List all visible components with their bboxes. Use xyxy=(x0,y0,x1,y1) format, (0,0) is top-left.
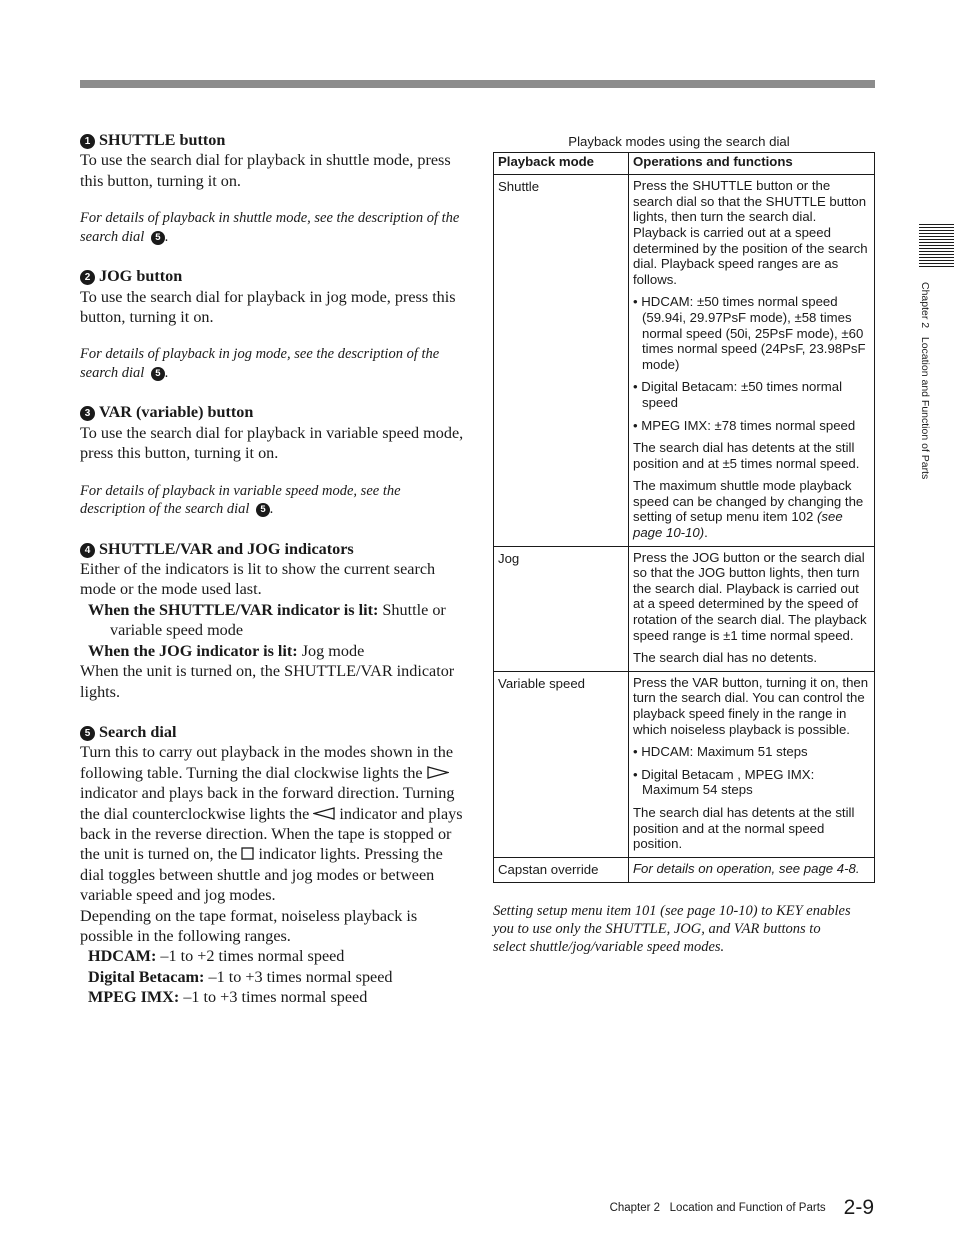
cell-paragraph xyxy=(633,478,871,540)
cell-text: The maximum shuttle mode playback speed can be changed by changing the setting of setup menu item 102 xyxy=(633,478,864,525)
mode-cell: Variable speed xyxy=(494,671,629,857)
section-body: To use the search dial for playback in variable speed mode, press this button, turning it on. xyxy=(80,423,464,463)
section-heading xyxy=(80,266,465,286)
mode-cell: Shuttle xyxy=(494,175,629,546)
page-footer xyxy=(610,1196,874,1220)
table-header-row xyxy=(494,152,875,175)
section-title: SHUTTLE/VAR and JOG indicators xyxy=(99,539,354,558)
operations-cell xyxy=(629,175,875,546)
section-shuttle-button xyxy=(80,130,465,246)
body-text: indicator and plays back in the reverse direction. When the tape is stopped or the unit is turned on, the xyxy=(80,804,463,864)
reference-badge: 5 xyxy=(256,503,270,517)
section-heading xyxy=(80,539,465,559)
section-title: SHUTTLE button xyxy=(99,131,226,149)
indicator-item-jog xyxy=(80,641,465,661)
item-label: When the SHUTTLE/VAR indicator is lit: xyxy=(88,600,379,619)
right-column xyxy=(493,134,875,956)
item-value: Jog mode xyxy=(297,641,365,660)
range-value: –1 to +3 times normal speed xyxy=(179,988,368,1007)
range-value: –1 to +3 times normal speed xyxy=(204,967,393,986)
cell-bullet: • MPEG IMX: ±78 times normal speed xyxy=(633,417,856,433)
cell-paragraph: The search dial has detents at the still position and at the normal speed position. xyxy=(633,804,855,852)
body-text: indicator and plays back in the forward direction. Turning the dial counterclockwise lights the xyxy=(80,784,455,823)
table-row-capstan-override xyxy=(494,857,875,883)
range-value: –1 to +2 times normal speed xyxy=(156,947,345,966)
range-mpeg-imx xyxy=(80,987,465,1007)
section-body: Depending on the tape format, noiseless playback is possible in the following ranges. xyxy=(80,906,418,945)
stop-square-icon xyxy=(241,847,254,860)
operations-cell xyxy=(629,671,875,857)
table-row-variable-speed xyxy=(494,671,875,857)
cell-bullet: • HDCAM: Maximum 51 steps xyxy=(633,744,808,760)
cell-text: . xyxy=(704,525,708,541)
mode-cell: Capstan override xyxy=(494,857,629,883)
operations-cell xyxy=(629,546,875,671)
number-badge: 4 xyxy=(80,543,95,558)
reference-badge: 5 xyxy=(151,231,165,245)
number-badge: 2 xyxy=(80,270,95,285)
section-var-button xyxy=(80,402,465,518)
setup-menu-note: Setting setup menu item 101 (see page 10-10) to KEY enables you to use only the SHUTTLE, JOG, and VAR buttons to select shuttle/jog/variable speed modes. xyxy=(493,903,851,956)
item-value: Shuttle or variable speed mode xyxy=(110,600,446,640)
cell-paragraph: The search dial has no detents. xyxy=(633,650,818,666)
footer-chapter-title: Chapter 2 Location and Function of Parts xyxy=(609,1202,826,1214)
cell-bullet: • Digital Betacam: ±50 times normal speed xyxy=(633,379,843,410)
section-indicators xyxy=(80,539,465,702)
cell-paragraph: For details on operation, see page 4-8. xyxy=(633,860,860,876)
page-number: 2-9 xyxy=(843,1196,874,1219)
page-reference: (see page 10-10) xyxy=(633,509,843,541)
section-after-text: When the unit is turned on, the SHUTTLE/VAR indicator lights. xyxy=(80,662,455,701)
range-label: Digital Betacam: xyxy=(88,967,205,986)
section-body: To use the search dial for playback in shuttle mode, press this button, turning it on. xyxy=(80,151,451,190)
body-text: indicator lights. Pressing the dial toggles between shuttle and jog modes or between variable speed and jog modes. xyxy=(80,845,443,905)
table-row-jog xyxy=(494,546,875,671)
range-label: MPEG IMX: xyxy=(88,988,180,1007)
section-note: For details of playback in variable speed mode, see the description of the search dial 5 . xyxy=(80,482,401,518)
section-note: For details of playback in jog mode, see the description of the search dial 5 . xyxy=(80,346,440,381)
reverse-triangle-icon xyxy=(313,807,335,820)
section-title: Search dial xyxy=(99,722,177,741)
number-badge: 3 xyxy=(80,406,95,421)
section-heading xyxy=(80,402,465,422)
indicator-item-shuttle-var xyxy=(80,600,465,641)
operations-cell xyxy=(629,857,875,883)
chapter-sidebar-label: Chapter 2 Location and Function of Parts xyxy=(919,282,931,480)
note-text: For details of playback in variable speed mode, see the description of the search dial xyxy=(80,482,401,518)
item-label: When the JOG indicator is lit: xyxy=(88,641,298,660)
mode-cell: Jog xyxy=(494,546,629,671)
section-body: To use the search dial for playback in jog mode, press this button, turning it on. xyxy=(80,287,456,327)
cell-paragraph: Press the JOG button or the search dial so that the JOG button lights, then turn the search dial. Playback is carried out at a speed determined by the speed of rotation of the search dial. The playback speed range is ±1 time normal speed. xyxy=(633,549,867,643)
column-header: Playback mode xyxy=(494,152,629,175)
range-digital-betacam xyxy=(80,967,465,987)
range-label: HDCAM: xyxy=(88,947,157,966)
table-row-shuttle xyxy=(494,175,875,546)
cell-bullet: • Digital Betacam , MPEG IMX: Maximum 54 steps xyxy=(633,766,815,798)
playback-modes-table xyxy=(493,152,875,884)
section-body: Either of the indicators is lit to show the current search mode or the mode used last. xyxy=(80,560,436,599)
cell-paragraph: The search dial has detents at the still position and at ±5 times normal speed. xyxy=(633,440,860,471)
section-title: VAR (variable) button xyxy=(99,403,254,422)
section-body xyxy=(80,742,465,905)
note-text: For details of playback in jog mode, see the description of the search dial xyxy=(80,346,440,381)
section-note: For details of playback in shuttle mode, see the description of the search dial 5 . xyxy=(80,210,460,245)
section-jog-button xyxy=(80,266,465,382)
table-caption: Playback modes using the search dial xyxy=(568,134,790,149)
number-badge: 1 xyxy=(80,134,95,149)
section-title: JOG button xyxy=(99,267,183,286)
forward-triangle-icon xyxy=(427,766,449,779)
cell-bullet: • HDCAM: ±50 times normal speed (59.94i, 29.97PsF mode), ±58 times normal speed (50i, 25PsF mode), ±60 times normal speed (24PsF, 23.98PsF mode) xyxy=(633,294,866,372)
number-badge: 5 xyxy=(80,726,95,741)
body-text: Turn this to carry out playback in the modes shown in the following table. Turning the dial clockwise lights the xyxy=(80,743,454,782)
section-heading xyxy=(80,130,465,150)
cell-paragraph: Press the SHUTTLE button or the search dial so that the SHUTTLE button lights, then turn the search dial. Playback is carried out at a speed determined by the position of the search dial. Playback speed ranges are as follows. xyxy=(633,178,868,287)
section-search-dial xyxy=(80,722,465,1008)
cell-paragraph: Press the VAR button, turning it on, then turn the search dial. You can control the playback speed finely in the range in which noiseless playback is possible. xyxy=(633,674,869,737)
section-heading xyxy=(80,722,465,742)
left-column xyxy=(80,130,465,1028)
note-text: For details of playback in shuttle mode, see the description of the search dial xyxy=(80,210,460,245)
chapter-tab-lines xyxy=(919,224,954,269)
reference-badge: 5 xyxy=(151,367,165,381)
range-hdcam xyxy=(80,946,465,966)
column-header: Operations and functions xyxy=(629,152,875,175)
header-rule xyxy=(80,80,875,88)
